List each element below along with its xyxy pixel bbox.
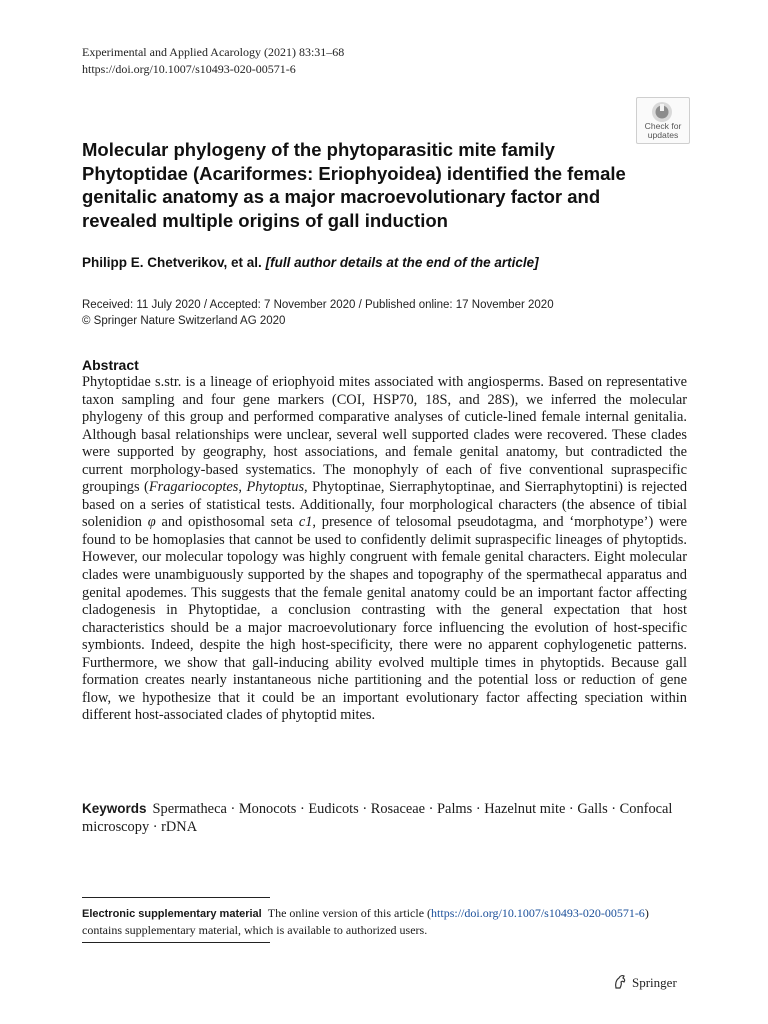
badge-line-1: Check for — [644, 121, 682, 131]
publisher-logo — [612, 974, 677, 991]
solenidion-symbol: φ — [147, 514, 156, 531]
abstract-text-3: , Phytoptinae, Sierraphytoptinae, and Sierraphytoptini) is rejected based on a series of statistical tests. Additionally, four morphological characters (the absence of tibial solenidion — [82, 479, 688, 531]
footnote-rule-bottom — [82, 942, 270, 943]
publication-dates — [82, 297, 554, 329]
springer-horse-icon — [612, 974, 628, 990]
check-for-updates-icon — [651, 101, 673, 123]
taxon-fragariocoptes: Fragariocoptes — [148, 479, 239, 496]
article-title: Molecular phylogeny of the phytoparasitic mite family Phytoptidae (Acariformes: Eriophyoidea) identified the female genitalic anatomy as a major macroevolutionary factor and revealed multiple origins of gall induction — [82, 139, 626, 231]
abstract-text-1: Phytoptidae s.str. is a lineage of eriophyoid mites associated with angiosperms. Based on representative taxon sampling and four gene markers (COI, HSP70, 18S, and 28S), we inferred the molecular phylogeny of this group and performed comparative analyses of cuticle-lined female internal genitalia. Although basal relationships were unclear, several well supported clades were recovered. These clades were supported by geography, host associations, and female genital anatomy, but contradicted the current morphology-based systematics. The monophyly of each of five conventional supraspecific groupings ( — [82, 374, 687, 496]
journal-header — [82, 44, 344, 78]
author-details-note: [full author details at the end of the article] — [265, 255, 539, 270]
taxon-phytoptus: Phytoptus — [246, 479, 305, 496]
journal-citation: Experimental and Applied Acarology (2021) 83:31–68 — [82, 45, 345, 59]
footnote-rule-top — [82, 897, 270, 898]
check-for-updates-badge[interactable] — [636, 97, 690, 144]
abstract-text-4: and opisthosomal seta — [155, 514, 299, 531]
keywords-heading: Keywords — [82, 801, 147, 816]
seta-c1: c1 — [298, 514, 313, 531]
article-doi[interactable]: https://doi.org/10.1007/s10493-020-00571-6 — [82, 62, 296, 76]
abstract-text-2: , — [238, 479, 247, 496]
keywords-list: Spermatheca · Monocots · Eudicots · Rosaceae · Palms · Hazelnut mite · Galls · Confocal microscopy · rDNA — [82, 801, 673, 835]
supplementary-heading: Electronic supplementary material — [82, 908, 262, 920]
author-names[interactable]: Philipp E. Chetverikov, et al. — [82, 255, 262, 270]
abstract-body — [82, 374, 687, 725]
authors-line — [82, 255, 539, 270]
abstract-heading: Abstract — [82, 357, 139, 373]
supplementary-text-post: ) contains supplementary material, which is available to authorized users. — [82, 906, 649, 937]
publisher-name: Springer — [632, 975, 677, 990]
copyright-line: © Springer Nature Switzerland AG 2020 — [82, 315, 286, 327]
history-dates: Received: 11 July 2020 / Accepted: 7 November 2020 / Published online: 17 November 2020 — [82, 299, 554, 311]
supplementary-text-pre: The online version of this article ( — [267, 906, 432, 920]
abstract-text-5: , presence of telosomal pseudotagma, and ‘morphotype’) were found to be homoplasies that cannot be used to confidently delimit supraspecific lineages of phytoptids. However, our molecular topology was highly congruent with female genital characters. Eight molecular clades were unambiguously supported by the shapes and topography of the spermathecal apparatus and genital apodemes. This suggests that the female genital anatomy could be an important factor affecting cladogenesis in Phytoptidae, a conclusion contrasting with the general expectation that host characteristics should be a major macroevolutionary force influencing the evolution of host-specific symbionts. Indeed, despite the high host-specificity, there were no apparent cophylogenetic patterns. Furthermore, we show that gall-inducing ability evolved multiple times in phytoptids. Because gall formation creates nearly instantaneous niche partitioning and the potential loss or reduction of gene flow, we hypothesize that it could be an important evolutionary factor affecting speciation within different host-associated clades of phytoptid mites. — [82, 514, 688, 724]
supplementary-note — [82, 905, 687, 938]
badge-line-2: updates — [647, 130, 679, 140]
supplementary-link[interactable]: https://doi.org/10.1007/s10493-020-00571-6 — [431, 906, 645, 920]
keywords — [82, 800, 687, 836]
